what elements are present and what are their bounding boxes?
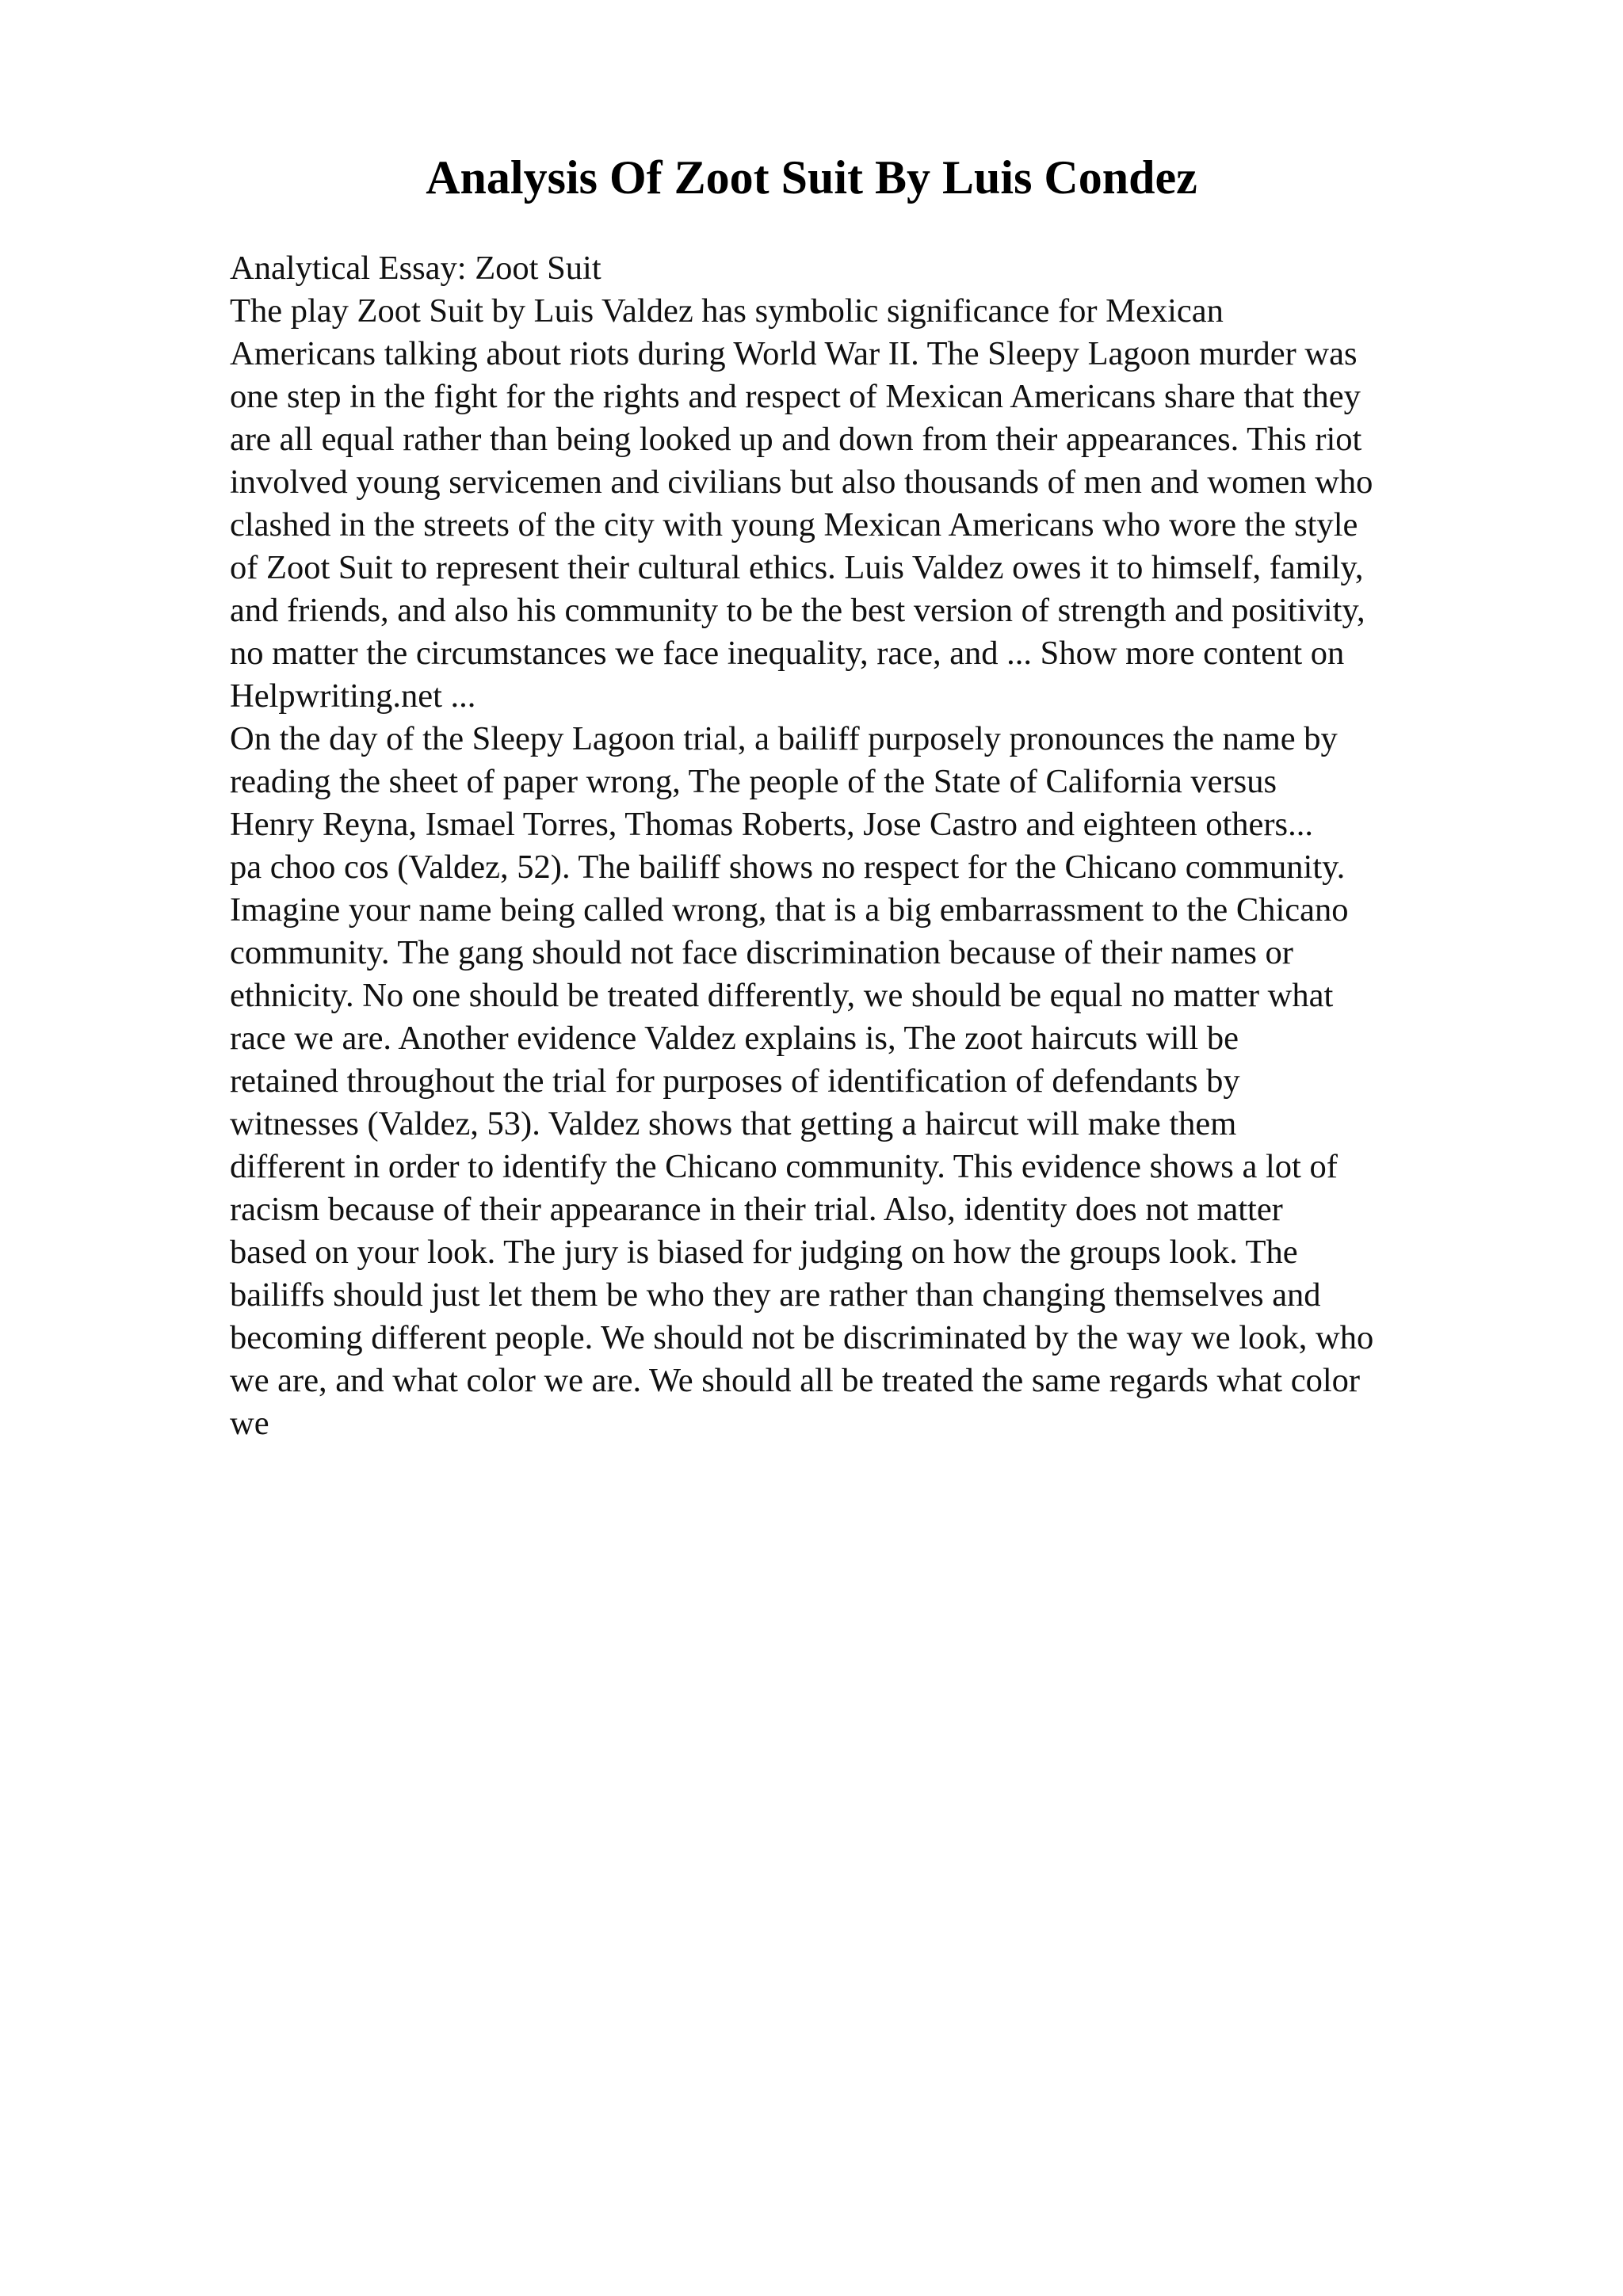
body-text-line: no matter the circumstances we face inequality, race, and ... Show more content on xyxy=(230,635,1345,672)
body-text-line: community. The gang should not face discrimination because of their names or xyxy=(230,934,1293,971)
body-text-line: race we are. Another evidence Valdez explains is, The zoot haircuts will be xyxy=(230,1020,1239,1057)
body-text-line: On the day of the Sleepy Lagoon trial, a bailiff purposely pronounces the name by xyxy=(230,720,1338,757)
body-text-line: Helpwriting.net ... xyxy=(230,677,476,715)
body-text-line: becoming different people. We should not be discriminated by the way we look, who xyxy=(230,1319,1374,1356)
body-text-line: involved young servicemen and civilians but also thousands of men and women who xyxy=(230,463,1373,501)
body-text-line: are all equal rather than being looked up and down from their appearances. This riot xyxy=(230,421,1362,458)
body-text-line: and friends, and also his community to be the best version of strength and positivity, xyxy=(230,592,1365,629)
body-text-line: Americans talking about riots during World War II. The Sleepy Lagoon murder was xyxy=(230,335,1358,372)
body-text-line: ethnicity. No one should be treated differently, we should be equal no matter what xyxy=(230,977,1334,1014)
body-text-line: reading the sheet of paper wrong, The people of the State of California versus xyxy=(230,763,1277,800)
body-text-line: of Zoot Suit to represent their cultural ethics. Luis Valdez owes it to himself, family, xyxy=(230,549,1364,586)
body-text-line: we xyxy=(230,1405,269,1442)
body-text-line: The play Zoot Suit by Luis Valdez has symbolic significance for Mexican xyxy=(230,292,1224,330)
body-text-line: pa choo cos (Valdez, 52). The bailiff shows no respect for the Chicano community. xyxy=(230,849,1346,886)
body-text-line: racism because of their appearance in their trial. Also, identity does not matter xyxy=(230,1191,1283,1228)
body-text-line: one step in the fight for the rights and respect of Mexican Americans share that they xyxy=(230,378,1361,415)
document-body xyxy=(230,247,1498,1445)
body-text-line: based on your look. The jury is biased for judging on how the groups look. The xyxy=(230,1234,1298,1271)
document-title: Analysis Of Zoot Suit By Luis Condez xyxy=(426,151,1197,204)
body-text-line: retained throughout the trial for purposes of identification of defendants by xyxy=(230,1062,1240,1100)
body-text-line: we are, and what color we are. We should all be treated the same regards what color xyxy=(230,1362,1361,1399)
body-text-line: Analytical Essay: Zoot Suit xyxy=(230,250,601,287)
body-text-line: clashed in the streets of the city with young Mexican Americans who wore the style xyxy=(230,506,1358,543)
body-text-line: Henry Reyna, Ismael Torres, Thomas Roberts, Jose Castro and eighteen others... xyxy=(230,806,1313,843)
body-text-line: different in order to identify the Chicano community. This evidence shows a lot of xyxy=(230,1148,1338,1185)
body-text-line: witnesses (Valdez, 53). Valdez shows that getting a haircut will make them xyxy=(230,1105,1237,1142)
body-text-line: bailiffs should just let them be who they are rather than changing themselves and xyxy=(230,1276,1321,1314)
body-text-line: Imagine your name being called wrong, that is a big embarrassment to the Chicano xyxy=(230,891,1349,929)
